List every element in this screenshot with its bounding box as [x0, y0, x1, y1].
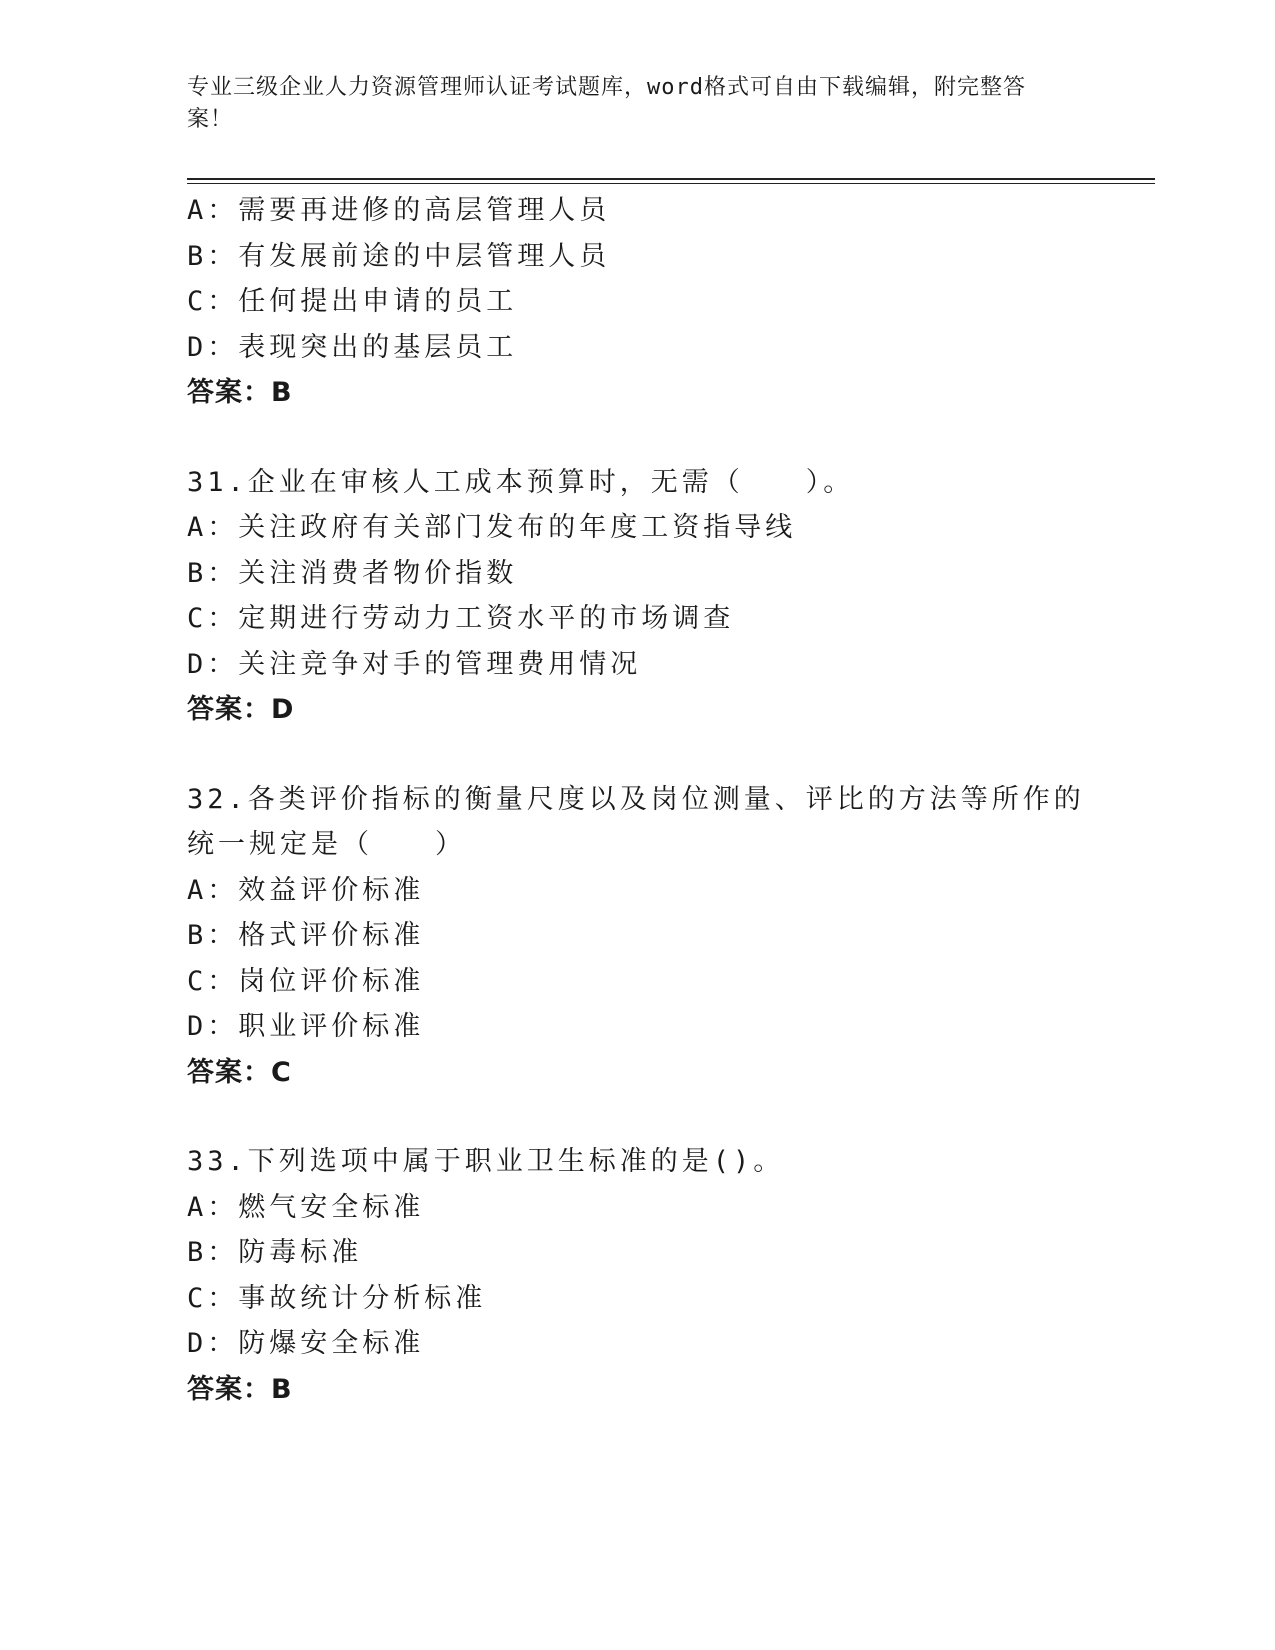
question-block-33 [187, 1139, 1087, 1412]
question-text: 31.企业在审核人工成本预算时，无需（ ）。 [187, 466, 855, 498]
option-d: D：关注竞争对手的管理费用情况 [187, 648, 642, 680]
option-c: C：任何提出申请的员工 [187, 286, 518, 317]
document-header: 专业三级企业人力资源管理师认证考试题库，word格式可自由下载编辑，附完整答案！ [187, 75, 1026, 132]
question-block-32 [187, 777, 1087, 1096]
option-b: B：关注消费者物价指数 [187, 557, 518, 589]
option-d: D：防爆安全标准 [187, 1328, 425, 1359]
option-b: B：格式评价标准 [187, 920, 425, 951]
question-block-31 [187, 460, 1087, 733]
option-a: A：效益评价标准 [187, 874, 425, 906]
answer: 答案：B [187, 1373, 293, 1405]
option-c: C：定期进行劳动力工资水平的市场调查 [187, 603, 735, 634]
question-text: 33.下列选项中属于职业卫生标准的是()。 [187, 1146, 785, 1177]
option-d: D：表现突出的基层员工 [187, 331, 518, 363]
header-rule-thin [187, 183, 1155, 184]
question-block-30 [187, 188, 1087, 416]
answer: 答案：B [187, 377, 293, 408]
option-a: A：需要再进修的高层管理人员 [187, 195, 611, 226]
option-a: A：关注政府有关部门发布的年度工资指导线 [187, 512, 797, 543]
option-b: B：有发展前途的中层管理人员 [187, 240, 611, 272]
option-a: A：燃气安全标准 [187, 1191, 425, 1223]
answer: 答案：C [187, 1056, 292, 1088]
option-d: D：职业评价标准 [187, 1011, 425, 1042]
header-rule [187, 178, 1155, 180]
question-list [187, 188, 1087, 1412]
answer: 答案：D [187, 694, 295, 725]
option-b: B：防毒标准 [187, 1237, 363, 1268]
question-text: 32.各类评价指标的衡量尺度以及岗位测量、评比的方法等所作的统一规定是（ ） [187, 783, 1085, 860]
option-c: C：事故统计分析标准 [187, 1282, 487, 1314]
option-c: C：岗位评价标准 [187, 965, 425, 997]
